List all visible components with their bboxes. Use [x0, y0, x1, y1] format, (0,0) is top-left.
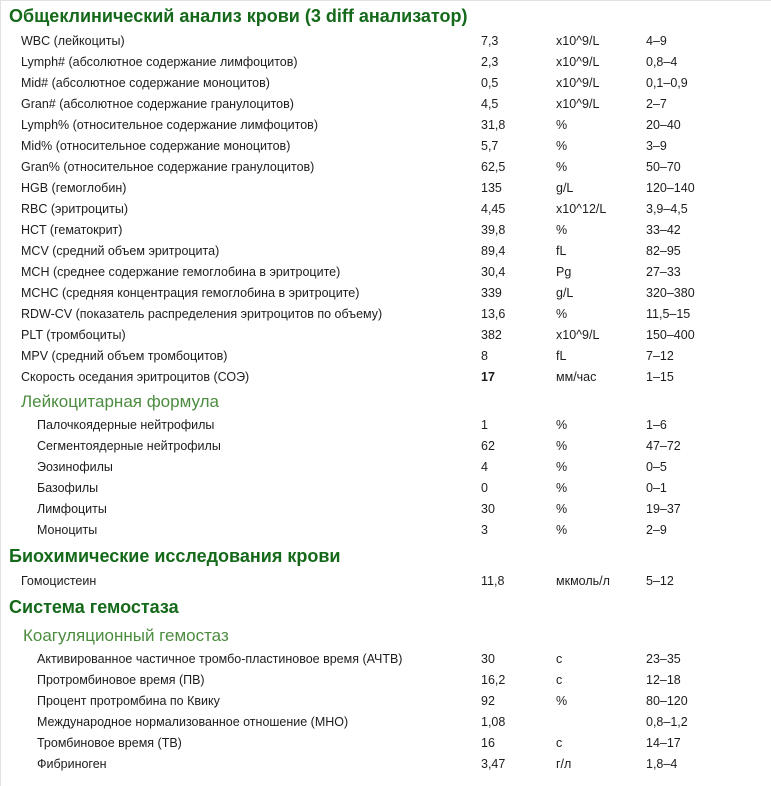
- analyte-label: Gran# (абсолютное содержание гранулоцитов): [21, 97, 294, 111]
- result-row: [1, 670, 771, 691]
- result-row: [1, 712, 771, 733]
- analyte-label: HCT (гематокрит): [21, 223, 123, 237]
- result-row: [1, 520, 771, 541]
- result-row: [1, 478, 771, 499]
- reference-range: 11,5–15: [646, 307, 691, 321]
- result-row: [1, 367, 771, 388]
- result-unit: x10^9/L: [556, 328, 600, 342]
- result-value: 2,3: [481, 55, 499, 69]
- result-unit: %: [556, 118, 568, 132]
- result-value: 92: [481, 694, 495, 708]
- analyte-label: Международное нормализованное отношение (МНО): [37, 715, 349, 729]
- result-unit: x10^9/L: [556, 55, 600, 69]
- reference-range: 1,8–4: [646, 757, 678, 771]
- result-unit: мкмоль/л: [556, 574, 610, 588]
- analyte-label: Моноциты: [37, 523, 98, 537]
- reference-range: 47–72: [646, 439, 681, 453]
- result-unit: %: [556, 139, 568, 153]
- result-unit: с: [556, 652, 563, 666]
- analyte-label: Базофилы: [37, 481, 99, 495]
- reference-range: 12–18: [646, 673, 681, 687]
- result-row: [1, 94, 771, 115]
- report-section: [1, 388, 771, 541]
- report-section: [1, 1, 771, 388]
- result-value: 4: [481, 460, 488, 474]
- analyte-label: Сегментоядерные нейтрофилы: [37, 439, 221, 453]
- section-heading: Общеклинический анализ крови (3 diff анализатор): [9, 6, 468, 26]
- analyte-label: Эозинофилы: [37, 460, 113, 474]
- reference-range: 1–15: [646, 370, 674, 384]
- reference-range: 5–12: [646, 574, 674, 588]
- result-value: 30: [481, 652, 495, 666]
- result-value: 3: [481, 523, 488, 537]
- result-unit: %: [556, 439, 568, 453]
- analyte-label: MCHC (средняя концентрация гемоглобина в эритроците): [21, 286, 360, 300]
- result-value: 0: [481, 481, 488, 495]
- result-unit: fL: [556, 244, 567, 258]
- reference-range: 0,8–4: [646, 55, 678, 69]
- result-value: 8: [481, 349, 488, 363]
- result-row: [1, 157, 771, 178]
- analyte-label: Палочкоядерные нейтрофилы: [37, 418, 215, 432]
- result-unit: %: [556, 160, 568, 174]
- result-value: 89,4: [481, 244, 506, 258]
- analyte-label: Лимфоциты: [37, 502, 107, 516]
- result-row: [1, 691, 771, 712]
- result-unit: x10^9/L: [556, 34, 600, 48]
- result-value: 4,45: [481, 202, 506, 216]
- result-value: 39,8: [481, 223, 506, 237]
- result-unit: g/L: [556, 181, 574, 195]
- result-unit: %: [556, 481, 568, 495]
- result-row: [1, 733, 771, 754]
- reference-range: 27–33: [646, 265, 681, 279]
- result-row: [1, 73, 771, 94]
- analyte-label: RDW-CV (показатель распределения эритроцитов по объему): [21, 307, 383, 321]
- result-row: [1, 436, 771, 457]
- reference-range: 23–35: [646, 652, 681, 666]
- result-value: 5,7: [481, 139, 499, 153]
- result-value: 16,2: [481, 673, 506, 687]
- result-value: 135: [481, 181, 502, 195]
- result-row: [1, 283, 771, 304]
- result-value: 0,5: [481, 76, 499, 90]
- analyte-label: HGB (гемоглобин): [21, 181, 127, 195]
- result-value: 31,8: [481, 118, 506, 132]
- result-row: [1, 262, 771, 283]
- result-value: 30: [481, 502, 495, 516]
- result-value-abnormal: 17: [481, 370, 495, 384]
- analyte-label: Mid# (абсолютное содержание моноцитов): [21, 76, 270, 90]
- analyte-label: Mid% (относительное содержание моноцитов): [21, 139, 291, 153]
- result-row: [1, 304, 771, 325]
- report-section: [1, 622, 771, 775]
- result-row: [1, 178, 771, 199]
- result-value: 339: [481, 286, 502, 300]
- result-row: [1, 115, 771, 136]
- result-value: 1,08: [481, 715, 506, 729]
- result-unit: %: [556, 307, 568, 321]
- analyte-label: Lymph# (абсолютное содержание лимфоцитов): [21, 55, 298, 69]
- result-unit: с: [556, 736, 563, 750]
- subsection-heading: Лейкоцитарная формула: [21, 392, 219, 411]
- report-section: [1, 592, 771, 622]
- result-value: 382: [481, 328, 502, 342]
- result-unit: г/л: [556, 757, 572, 771]
- reference-range: 120–140: [646, 181, 695, 195]
- reference-range: 150–400: [646, 328, 695, 342]
- result-value: 30,4: [481, 265, 506, 279]
- result-unit: мм/час: [556, 370, 597, 384]
- analyte-label: WBC (лейкоциты): [21, 34, 125, 48]
- reference-range: 7–12: [646, 349, 674, 363]
- reference-range: 2–7: [646, 97, 667, 111]
- result-unit: %: [556, 502, 568, 516]
- result-value: 62: [481, 439, 495, 453]
- reference-range: 20–40: [646, 118, 681, 132]
- analyte-label: PLT (тромбоциты): [21, 328, 126, 342]
- analyte-label: RBC (эритроциты): [21, 202, 128, 216]
- result-row: [1, 571, 771, 592]
- reference-range: 2–9: [646, 523, 667, 537]
- result-value: 11,8: [481, 574, 505, 588]
- section-heading: Система гемостаза: [9, 597, 179, 617]
- result-row: [1, 31, 771, 52]
- result-value: 13,6: [481, 307, 506, 321]
- result-value: 4,5: [481, 97, 499, 111]
- analyte-label: Gran% (относительное содержание гранулоцитов): [21, 160, 315, 174]
- result-value: 16: [481, 736, 495, 750]
- analyte-label: Скорость оседания эритроцитов (СОЭ): [21, 370, 250, 384]
- reference-range: 4–9: [646, 34, 667, 48]
- result-row: [1, 754, 771, 775]
- result-row: [1, 220, 771, 241]
- result-value: 1: [481, 418, 488, 432]
- result-unit: Pg: [556, 265, 572, 279]
- subsection-heading: Коагуляционный гемостаз: [23, 626, 229, 645]
- analyte-label: Протромбиновое время (ПВ): [37, 673, 205, 687]
- result-unit: %: [556, 523, 568, 537]
- reference-range: 3,9–4,5: [646, 202, 688, 216]
- result-value: 62,5: [481, 160, 506, 174]
- result-row: [1, 325, 771, 346]
- result-row: [1, 136, 771, 157]
- result-unit: x10^9/L: [556, 97, 600, 111]
- result-unit: %: [556, 223, 568, 237]
- analyte-label: Lymph% (относительное содержание лимфоцитов): [21, 118, 318, 132]
- result-unit: с: [556, 673, 563, 687]
- reference-range: 0,8–1,2: [646, 715, 688, 729]
- result-value: 7,3: [481, 34, 499, 48]
- result-unit: %: [556, 418, 568, 432]
- analyte-label: Активированное частичное тромбо-пластиновое время (АЧТВ): [37, 652, 403, 666]
- reference-range: 14–17: [646, 736, 681, 750]
- reference-range: 1–6: [646, 418, 667, 432]
- analyte-label: Тромбиновое время (ТВ): [37, 736, 182, 750]
- result-row: [1, 346, 771, 367]
- reference-range: 0,1–0,9: [646, 76, 688, 90]
- result-unit: fL: [556, 349, 567, 363]
- reference-range: 80–120: [646, 694, 688, 708]
- result-unit: g/L: [556, 286, 574, 300]
- reference-range: 320–380: [646, 286, 695, 300]
- result-row: [1, 52, 771, 73]
- reference-range: 0–1: [646, 481, 667, 495]
- reference-range: 3–9: [646, 139, 667, 153]
- reference-range: 33–42: [646, 223, 681, 237]
- result-unit: %: [556, 694, 568, 708]
- result-value: 3,47: [481, 757, 506, 771]
- analyte-label: MCH (среднее содержание гемоглобина в эритроците): [21, 265, 341, 279]
- result-row: [1, 241, 771, 262]
- section-heading: Биохимические исследования крови: [9, 546, 341, 566]
- analyte-label: Фибриноген: [37, 757, 107, 771]
- analyte-label: MCV (средний объем эритроцита): [21, 244, 220, 258]
- result-unit: x10^9/L: [556, 76, 600, 90]
- report-section: [1, 541, 771, 592]
- reference-range: 0–5: [646, 460, 667, 474]
- reference-range: 82–95: [646, 244, 681, 258]
- analyte-label: Процент протромбина по Квику: [37, 694, 220, 708]
- analyte-label: MPV (средний объем тромбоцитов): [21, 349, 228, 363]
- result-row: [1, 415, 771, 436]
- result-row: [1, 499, 771, 520]
- reference-range: 19–37: [646, 502, 681, 516]
- result-row: [1, 649, 771, 670]
- result-row: [1, 199, 771, 220]
- reference-range: 50–70: [646, 160, 681, 174]
- sections-container: [1, 1, 771, 775]
- result-unit: x10^12/L: [556, 202, 607, 216]
- analyte-label: Гомоцистеин: [21, 574, 97, 588]
- result-row: [1, 457, 771, 478]
- result-unit: %: [556, 460, 568, 474]
